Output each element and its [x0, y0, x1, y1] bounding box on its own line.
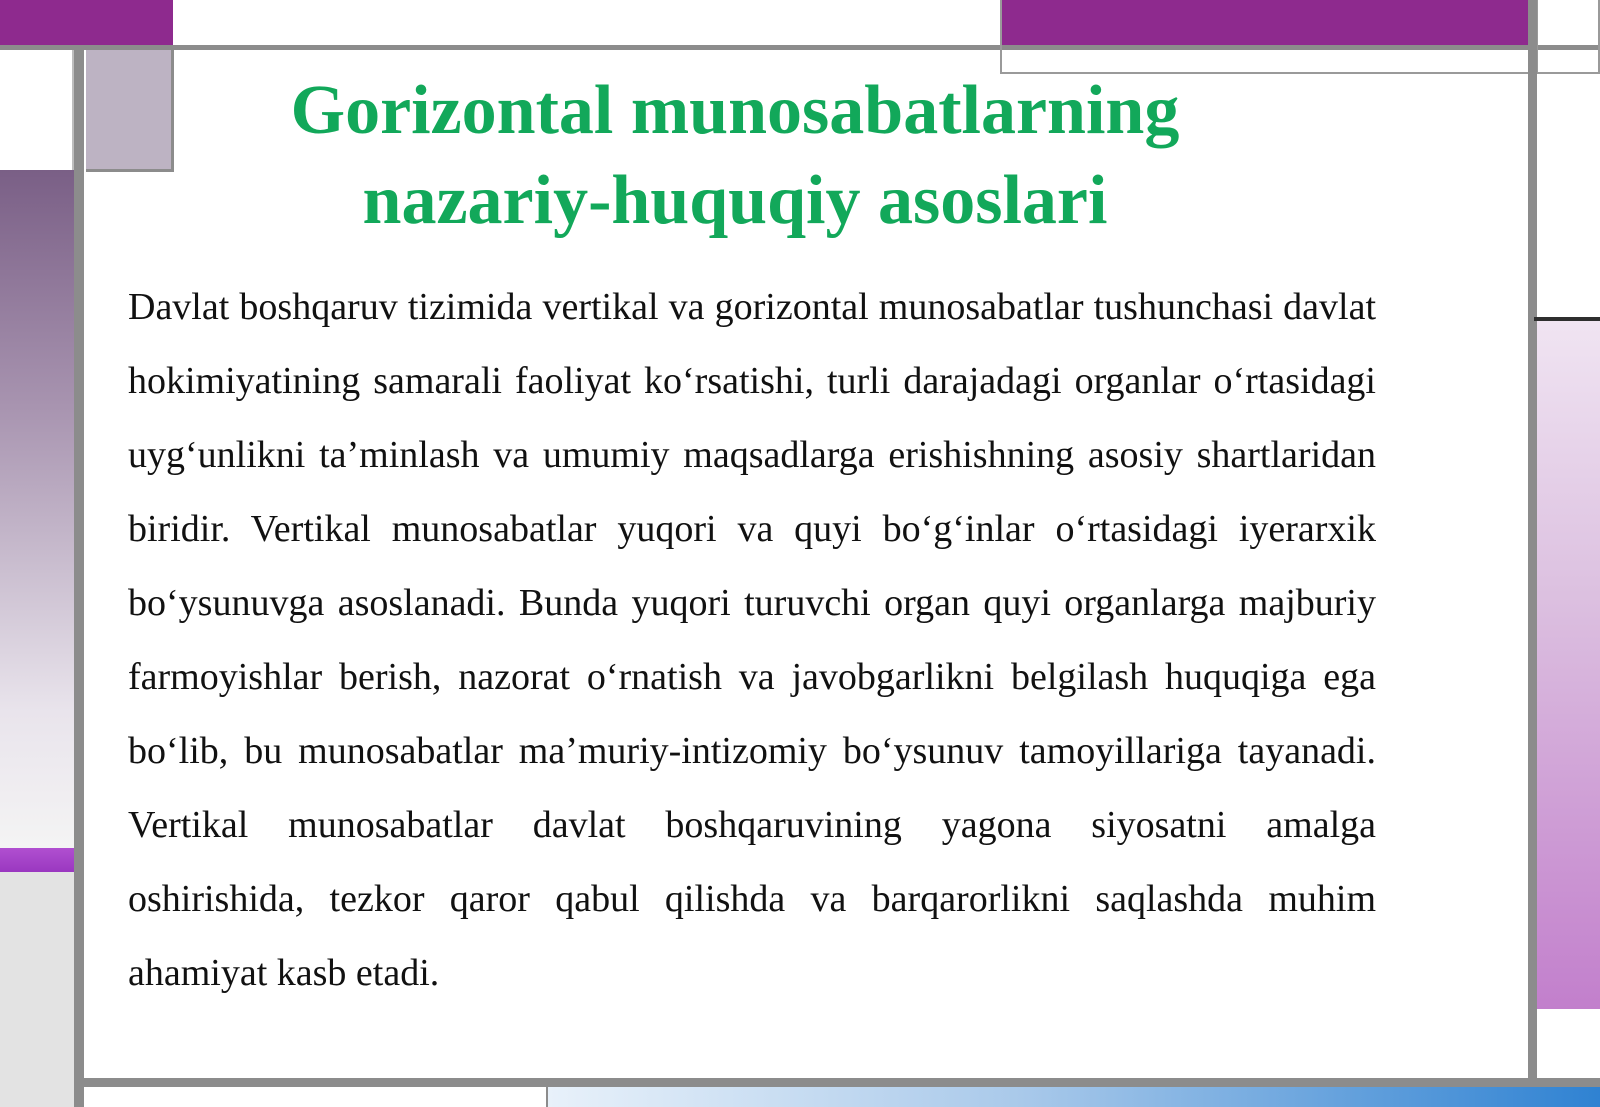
- right-gradient-panel: [1537, 321, 1600, 1009]
- left-bottom-panel: [0, 872, 74, 1107]
- top-left-purple-bar: [0, 0, 173, 48]
- slide-body-text: Davlat boshqaruv tizimida vertikal va gorizontal munosabatlar tushunchasi davlat hokimiyatining samarali faoliyat ko‘rsatishi, turli darajadagi organlar o‘rtasidagi uyg‘unlikni ta’minlash va umumiy maqsadlarga erishishning asosiy shartlaridan biridir. Vertikal munosabatlar yuqori va quyi bo‘g‘inlar o‘rtasidagi iyerarxik bo‘ysunuvga asoslanadi. Bunda yuqori turuvchi organ quyi organlarga majburiy farmoyishlar berish, nazorat o‘rnatish va javobgarlikni belgilash huquqiga ega bo‘lib, bu munosabatlar ma’muriy-intizomiy bo‘ysunuv tamoyillariga tayanadi. Vertikal munosabatlar davlat boshqaruvining yagona siyosatni amalga oshirishida, tezkor qaror qabul qilishda va barqarorlikni saqlashda muhim ahamiyat kasb etadi.: [128, 286, 1376, 994]
- bottom-blue-gradient-bar: [546, 1087, 1600, 1107]
- left-gradient-panel: [0, 170, 74, 848]
- top-right-corner-box: [1536, 0, 1600, 74]
- corner-grey-square: [86, 50, 174, 172]
- right-vertical-divider: [1528, 0, 1537, 1080]
- left-top-panel: [0, 50, 74, 170]
- bottom-divider-line: [84, 1078, 1600, 1087]
- left-purple-accent-line: [0, 848, 80, 872]
- top-right-frame: [1000, 0, 1600, 74]
- slide-title: Gorizontal munosabatlarning nazariy-huquqiy asoslari: [290, 72, 1180, 239]
- left-vertical-divider: [74, 50, 84, 1107]
- right-top-panel: [1537, 74, 1600, 319]
